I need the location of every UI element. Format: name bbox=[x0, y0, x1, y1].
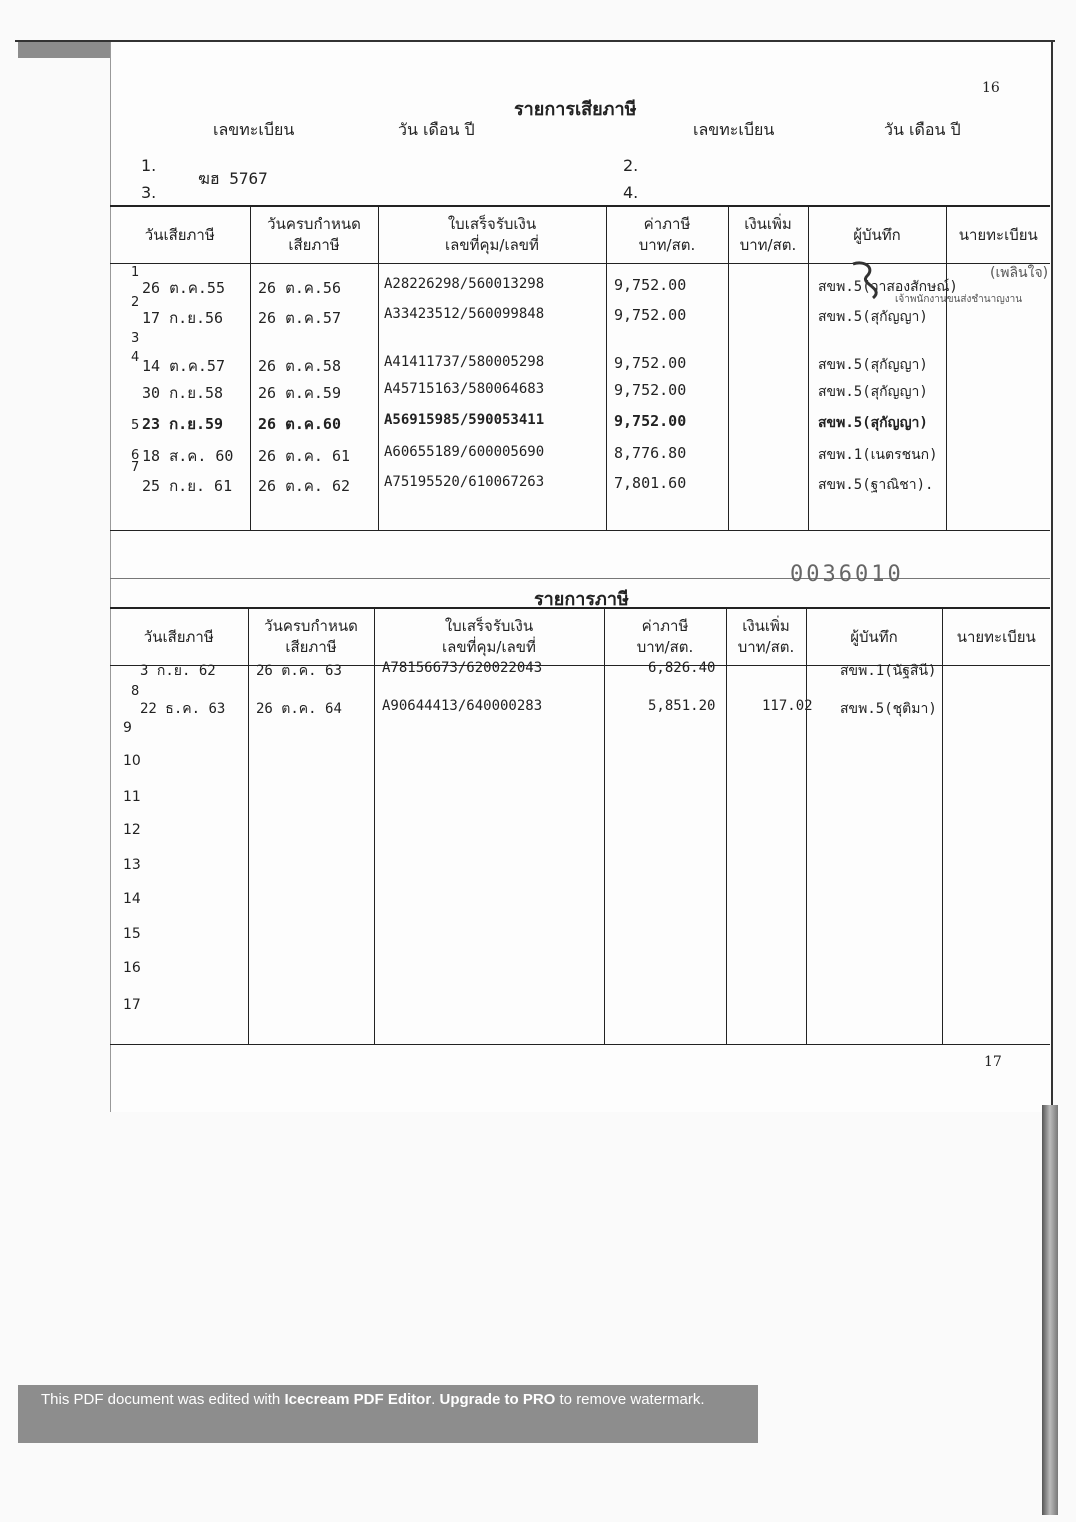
receipt-cell: A90644413/640000283 bbox=[382, 698, 543, 714]
table2-header-row bbox=[110, 608, 1050, 666]
receipt-cell: A41411737/580005298 bbox=[384, 354, 545, 370]
due-date-cell: 26 ต.ค. 62 bbox=[258, 477, 351, 495]
due-date-cell: 26 ต.ค.60 bbox=[258, 415, 341, 433]
row-number: 10 bbox=[123, 753, 141, 769]
pay-date-cell: 18 ส.ค. 60 bbox=[142, 447, 234, 465]
watermark-mid: . bbox=[431, 1391, 440, 1408]
registration-value: ฆฮ 5767 bbox=[198, 169, 268, 188]
entry-number-3: 3. bbox=[141, 183, 157, 202]
row-number: 1 bbox=[131, 265, 140, 280]
row-number: 13 bbox=[123, 857, 141, 873]
receipt-cell: A45715163/580064683 bbox=[384, 381, 545, 397]
recorder-cell: สขพ.1(เนตรชนก) bbox=[818, 447, 938, 463]
col-receipt: ใบเสร็จรับเงิน เลขที่คุม/เลขที่ bbox=[374, 608, 604, 666]
faint-serial-number: 0036010 bbox=[790, 562, 904, 587]
scan-shadow bbox=[1042, 1105, 1058, 1515]
entry-number-4: 4. bbox=[623, 183, 639, 202]
receipt-cell: A78156673/620022043 bbox=[382, 660, 543, 676]
entry-number-2: 2. bbox=[623, 156, 639, 175]
table-header-row bbox=[110, 206, 1050, 264]
due-date-cell: 26 ต.ค.57 bbox=[258, 309, 341, 327]
col-tax: ค่าภาษี บาท/สต. bbox=[604, 608, 726, 666]
row-number: 12 bbox=[123, 822, 141, 838]
receipt-cell: A33423512/560099848 bbox=[384, 306, 545, 322]
pay-date-cell: 3 ก.ย. 62 bbox=[140, 663, 216, 679]
watermark-pre: This PDF document was edited with bbox=[41, 1391, 285, 1408]
tax-amount-cell: 5,851.20 bbox=[648, 698, 716, 714]
header-registration-1: เลขทะเบียน bbox=[213, 120, 295, 139]
tax-amount-cell: 9,752.00 bbox=[614, 412, 687, 430]
pay-date-cell: 22 ธ.ค. 63 bbox=[140, 701, 226, 717]
pay-date-cell: 26 ต.ค.55 bbox=[142, 279, 225, 297]
pay-date-cell: 14 ต.ค.57 bbox=[142, 357, 225, 375]
stamp-text: (เพลินใจ) bbox=[990, 265, 1049, 281]
col-recorder: ผู้บันทึก bbox=[808, 206, 946, 264]
col-extra: เงินเพิ่ม บาท/สต. bbox=[726, 608, 806, 666]
col-receipt: ใบเสร็จรับเงิน เลขที่คุม/เลขที่ bbox=[378, 206, 606, 264]
receipt-cell: A60655189/600005690 bbox=[384, 444, 545, 460]
col-registrar: นายทะเบียน bbox=[942, 608, 1050, 666]
extra-amount-cell: 117.02 bbox=[762, 698, 813, 714]
tax-amount-cell: 9,752.00 bbox=[614, 381, 687, 399]
col-recorder: ผู้บันทึก bbox=[806, 608, 942, 666]
row-number: 14 bbox=[123, 891, 141, 907]
entry-number-1: 1. bbox=[141, 156, 157, 175]
row-number: 8 bbox=[131, 684, 140, 699]
tax-amount-cell: 9,752.00 bbox=[614, 306, 687, 324]
stamp-subtext: เจ้าพนักงานขนส่งชำนาญงาน bbox=[895, 294, 1023, 305]
section-title-tax-list: รายการภาษี bbox=[534, 589, 629, 610]
header-date-2: วัน เดือน ปี bbox=[884, 120, 961, 139]
pay-date-cell: 25 ก.ย. 61 bbox=[142, 477, 233, 495]
section-separator bbox=[110, 578, 1050, 579]
due-date-cell: 26 ต.ค. 64 bbox=[256, 701, 342, 717]
receipt-cell: A28226298/560013298 bbox=[384, 276, 545, 292]
recorder-cell: สขพ.5(สุกัญญา) bbox=[818, 309, 928, 325]
watermark-upgrade-link[interactable]: Upgrade to PRO bbox=[439, 1391, 556, 1408]
row-number: 16 bbox=[123, 960, 141, 976]
tax-amount-cell: 8,776.80 bbox=[614, 444, 687, 462]
page-number-bottom: 17 bbox=[984, 1054, 1002, 1070]
col-pay-date: วันเสียภาษี bbox=[110, 608, 248, 666]
row-number: 11 bbox=[123, 789, 141, 805]
recorder-cell: สขพ.5(ชุติมา) bbox=[840, 701, 937, 717]
col-extra: เงินเพิ่ม บาท/สต. bbox=[728, 206, 808, 264]
row-number: 6 bbox=[131, 448, 140, 463]
receipt-cell: A56915985/590053411 bbox=[384, 412, 545, 428]
due-date-cell: 26 ต.ค.56 bbox=[258, 279, 341, 297]
row-number: 17 bbox=[123, 997, 141, 1013]
recorder-cell: สขพ.5(สุกัญญา) bbox=[818, 415, 928, 431]
recorder-cell: สขพ.5(ฐาณิชา). bbox=[818, 477, 934, 493]
recorder-cell: สขพ.5(วาสองสักษณ์) bbox=[818, 279, 958, 295]
watermark-product: Icecream PDF Editor bbox=[284, 1391, 432, 1408]
watermark-post: to remove watermark. bbox=[555, 1391, 705, 1408]
row-number: 4 bbox=[131, 350, 140, 365]
row-number: 2 bbox=[131, 295, 140, 310]
header-registration-2: เลขทะเบียน bbox=[693, 120, 775, 139]
due-date-cell: 26 ต.ค. 61 bbox=[258, 447, 351, 465]
recorder-cell: สขพ.5(สุกัญญา) bbox=[818, 357, 928, 373]
section-title-tax-payments: รายการเสียภาษี bbox=[514, 99, 637, 120]
tax-amount-cell: 7,801.60 bbox=[614, 474, 687, 492]
row-number: 3 bbox=[131, 331, 140, 346]
tax-amount-cell: 9,752.00 bbox=[614, 354, 687, 372]
scan-edge-bar bbox=[18, 40, 113, 58]
tax-amount-cell: 6,826.40 bbox=[648, 660, 716, 676]
row-number: 5 bbox=[131, 418, 140, 433]
recorder-cell: สขพ.1(นัฐสินี) bbox=[840, 663, 937, 679]
pay-date-cell: 30 ก.ย.58 bbox=[142, 384, 224, 402]
col-pay-date: วันเสียภาษี bbox=[110, 206, 250, 264]
col-due-date: วันครบกำหนด เสียภาษี bbox=[250, 206, 378, 264]
col-tax: ค่าภาษี บาท/สต. bbox=[606, 206, 728, 264]
row-number: 7 bbox=[131, 460, 140, 475]
col-due-date: วันครบกำหนด เสียภาษี bbox=[248, 608, 374, 666]
due-date-cell: 26 ต.ค.59 bbox=[258, 384, 341, 402]
table2-body bbox=[110, 666, 1050, 1045]
header-date-1: วัน เดือน ปี bbox=[398, 120, 475, 139]
pay-date-cell: 17 ก.ย.56 bbox=[142, 309, 224, 327]
row-number: 15 bbox=[123, 926, 141, 942]
pay-date-cell: 23 ก.ย.59 bbox=[142, 415, 224, 433]
recorder-cell: สขพ.5(สุกัญญา) bbox=[818, 384, 928, 400]
tax-amount-cell: 9,752.00 bbox=[614, 276, 687, 294]
row-number: 9 bbox=[123, 720, 132, 736]
col-registrar: นายทะเบียน bbox=[946, 206, 1050, 264]
due-date-cell: 26 ต.ค.58 bbox=[258, 357, 341, 375]
page-number-top: 16 bbox=[982, 80, 1000, 96]
receipt-cell: A75195520/610067263 bbox=[384, 474, 545, 490]
due-date-cell: 26 ต.ค. 63 bbox=[256, 663, 342, 679]
watermark-banner[interactable] bbox=[18, 1385, 758, 1443]
